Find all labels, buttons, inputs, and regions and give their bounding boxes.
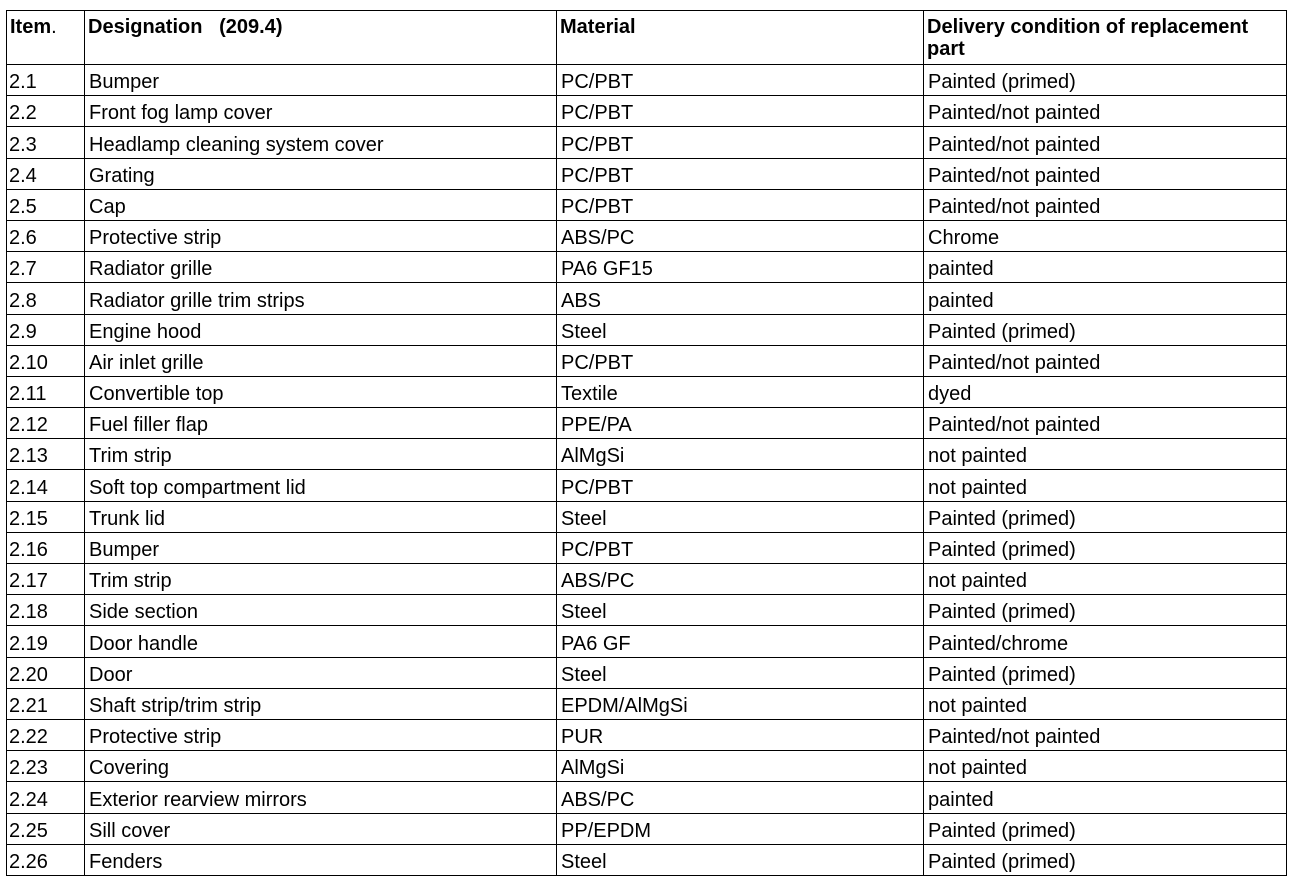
material-cell: PA6 GF15 — [557, 252, 924, 283]
table-row — [7, 314, 1287, 345]
item-cell: 2.21 — [7, 688, 85, 719]
designation-cell: Protective strip — [85, 220, 557, 251]
item-cell: 2.15 — [7, 501, 85, 532]
header-row — [7, 11, 1287, 65]
table-row — [7, 283, 1287, 314]
delivery-condition-cell: painted — [924, 782, 1287, 813]
table-row — [7, 127, 1287, 158]
item-cell: 2.5 — [7, 189, 85, 220]
material-cell: PP/EPDM — [557, 813, 924, 844]
table-row — [7, 376, 1287, 407]
material-cell: PC/PBT — [557, 65, 924, 96]
item-cell: 2.13 — [7, 439, 85, 470]
delivery-condition-cell: Chrome — [924, 220, 1287, 251]
designation-cell: Exterior rearview mirrors — [85, 782, 557, 813]
item-cell: 2.26 — [7, 844, 85, 875]
item-cell: 2.2 — [7, 96, 85, 127]
designation-cell: Radiator grille trim strips — [85, 283, 557, 314]
delivery-condition-cell: dyed — [924, 376, 1287, 407]
table-row — [7, 470, 1287, 501]
table-row — [7, 626, 1287, 657]
item-cell: 2.14 — [7, 470, 85, 501]
material-cell: Textile — [557, 376, 924, 407]
item-cell: 2.11 — [7, 376, 85, 407]
designation-cell: Convertible top — [85, 376, 557, 407]
delivery-condition-cell: Painted/not painted — [924, 345, 1287, 376]
item-cell: 2.8 — [7, 283, 85, 314]
column-header-item — [7, 11, 85, 65]
table-row — [7, 189, 1287, 220]
material-cell: ABS — [557, 283, 924, 314]
material-cell: PPE/PA — [557, 408, 924, 439]
delivery-condition-cell: Painted (primed) — [924, 501, 1287, 532]
delivery-condition-cell: not painted — [924, 688, 1287, 719]
item-cell: 2.3 — [7, 127, 85, 158]
item-cell: 2.22 — [7, 719, 85, 750]
table-row — [7, 96, 1287, 127]
material-cell: PC/PBT — [557, 345, 924, 376]
material-cell: PC/PBT — [557, 158, 924, 189]
material-cell: PUR — [557, 719, 924, 750]
table-row — [7, 782, 1287, 813]
material-cell: PC/PBT — [557, 127, 924, 158]
delivery-condition-cell: Painted/chrome — [924, 626, 1287, 657]
designation-cell: Door — [85, 657, 557, 688]
table-row — [7, 158, 1287, 189]
delivery-condition-cell: Painted (primed) — [924, 595, 1287, 626]
item-cell: 2.23 — [7, 751, 85, 782]
delivery-condition-cell: not painted — [924, 751, 1287, 782]
item-cell: 2.4 — [7, 158, 85, 189]
designation-cell: Shaft strip/trim strip — [85, 688, 557, 719]
table-row — [7, 751, 1287, 782]
delivery-condition-cell: Painted (primed) — [924, 65, 1287, 96]
item-cell: 2.12 — [7, 408, 85, 439]
delivery-condition-cell: Painted/not painted — [924, 127, 1287, 158]
table-body — [7, 65, 1287, 876]
designation-cell: Fuel filler flap — [85, 408, 557, 439]
item-cell: 2.24 — [7, 782, 85, 813]
table-row — [7, 532, 1287, 563]
designation-cell: Engine hood — [85, 314, 557, 345]
delivery-condition-cell: Painted/not painted — [924, 96, 1287, 127]
designation-cell: Fenders — [85, 844, 557, 875]
designation-cell: Bumper — [85, 532, 557, 563]
material-cell: AlMgSi — [557, 439, 924, 470]
delivery-condition-cell: Painted (primed) — [924, 532, 1287, 563]
item-cell: 2.6 — [7, 220, 85, 251]
material-cell: PC/PBT — [557, 532, 924, 563]
designation-cell: Side section — [85, 595, 557, 626]
designation-cell: Covering — [85, 751, 557, 782]
table-row — [7, 564, 1287, 595]
material-cell: PA6 GF — [557, 626, 924, 657]
table-row — [7, 408, 1287, 439]
material-cell: PC/PBT — [557, 96, 924, 127]
table-row — [7, 688, 1287, 719]
designation-cell: Soft top compartment lid — [85, 470, 557, 501]
designation-cell: Trim strip — [85, 439, 557, 470]
designation-cell: Air inlet grille — [85, 345, 557, 376]
table-row — [7, 719, 1287, 750]
designation-cell: Grating — [85, 158, 557, 189]
table-row — [7, 439, 1287, 470]
table-row — [7, 220, 1287, 251]
table-row — [7, 657, 1287, 688]
delivery-condition-cell: painted — [924, 252, 1287, 283]
table-row — [7, 252, 1287, 283]
table-row — [7, 345, 1287, 376]
delivery-condition-cell: not painted — [924, 564, 1287, 595]
delivery-condition-cell: Painted (primed) — [924, 657, 1287, 688]
table-row — [7, 501, 1287, 532]
table-row — [7, 65, 1287, 96]
designation-cell: Protective strip — [85, 719, 557, 750]
designation-cell: Front fog lamp cover — [85, 96, 557, 127]
table-header — [7, 11, 1287, 65]
delivery-condition-cell: not painted — [924, 470, 1287, 501]
delivery-condition-cell: Painted/not painted — [924, 189, 1287, 220]
material-cell: PC/PBT — [557, 189, 924, 220]
parts-table — [6, 10, 1287, 876]
column-header-item-label: Item — [10, 16, 52, 38]
item-cell: 2.19 — [7, 626, 85, 657]
material-cell: ABS/PC — [557, 782, 924, 813]
delivery-condition-cell: not painted — [924, 439, 1287, 470]
table-row — [7, 844, 1287, 875]
material-cell: ABS/PC — [557, 220, 924, 251]
table-row — [7, 813, 1287, 844]
designation-cell: Trunk lid — [85, 501, 557, 532]
item-cell: 2.7 — [7, 252, 85, 283]
item-cell: 2.1 — [7, 65, 85, 96]
designation-cell: Cap — [85, 189, 557, 220]
column-header-delivery-condition: Delivery condition of replacement part — [924, 11, 1287, 65]
delivery-condition-cell: Painted/not painted — [924, 158, 1287, 189]
column-header-item-suffix: . — [51, 16, 57, 38]
designation-cell: Door handle — [85, 626, 557, 657]
item-cell: 2.16 — [7, 532, 85, 563]
delivery-condition-cell: Painted/not painted — [924, 408, 1287, 439]
item-cell: 2.10 — [7, 345, 85, 376]
item-cell: 2.25 — [7, 813, 85, 844]
material-cell: PC/PBT — [557, 470, 924, 501]
item-cell: 2.9 — [7, 314, 85, 345]
material-cell: Steel — [557, 314, 924, 345]
material-cell: EPDM/AlMgSi — [557, 688, 924, 719]
item-cell: 2.17 — [7, 564, 85, 595]
designation-cell: Headlamp cleaning system cover — [85, 127, 557, 158]
material-cell: ABS/PC — [557, 564, 924, 595]
designation-cell: Trim strip — [85, 564, 557, 595]
designation-cell: Sill cover — [85, 813, 557, 844]
material-cell: AlMgSi — [557, 751, 924, 782]
item-cell: 2.18 — [7, 595, 85, 626]
delivery-condition-cell: Painted (primed) — [924, 813, 1287, 844]
designation-cell: Bumper — [85, 65, 557, 96]
item-cell: 2.20 — [7, 657, 85, 688]
delivery-condition-cell: painted — [924, 283, 1287, 314]
delivery-condition-cell: Painted (primed) — [924, 314, 1287, 345]
delivery-condition-cell: Painted/not painted — [924, 719, 1287, 750]
material-cell: Steel — [557, 595, 924, 626]
column-header-designation: Designation (209.4) — [85, 11, 557, 65]
material-cell: Steel — [557, 501, 924, 532]
delivery-condition-cell: Painted (primed) — [924, 844, 1287, 875]
column-header-material: Material — [557, 11, 924, 65]
designation-cell: Radiator grille — [85, 252, 557, 283]
table-row — [7, 595, 1287, 626]
material-cell: Steel — [557, 844, 924, 875]
material-cell: Steel — [557, 657, 924, 688]
